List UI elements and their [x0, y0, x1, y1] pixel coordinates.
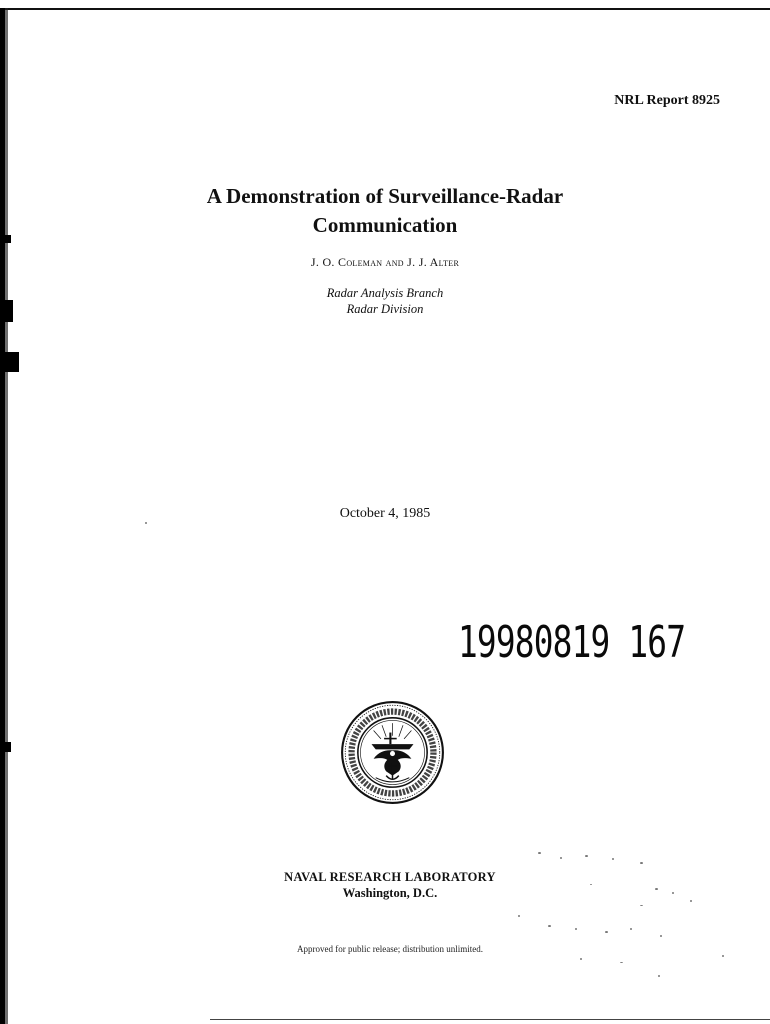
navy-department-seal-icon — [340, 700, 445, 805]
report-number: NRL Report 8925 — [614, 93, 720, 108]
scan-noise — [620, 962, 623, 963]
scan-noise — [585, 855, 588, 857]
scan-noise — [518, 915, 520, 917]
scan-noise — [548, 925, 551, 927]
scan-noise — [655, 888, 658, 890]
scan-noise — [145, 522, 147, 524]
scan-edge-blot — [5, 300, 13, 322]
document-title — [120, 182, 650, 240]
laboratory-name: NAVAL RESEARCH LABORATORY — [284, 870, 496, 884]
scan-top-border — [0, 8, 770, 10]
scan-edge-blot — [5, 352, 19, 372]
title-line-2: Communication — [312, 213, 458, 237]
scan-noise — [640, 862, 643, 864]
distribution-statement: Approved for public release; distribution unlimited. — [297, 944, 483, 954]
scan-noise — [590, 884, 592, 885]
scan-noise — [538, 852, 541, 854]
scan-bottom-rule — [210, 1019, 770, 1020]
division: Radar Division — [346, 302, 424, 316]
authors: J. O. Coleman and J. J. Alter — [310, 255, 460, 269]
branch: Radar Analysis Branch — [326, 286, 444, 300]
laboratory-location: Washington, D.C. — [342, 886, 438, 900]
scan-noise — [575, 928, 577, 930]
scan-noise — [640, 905, 643, 906]
accession-number: 19980819 167 — [458, 618, 686, 668]
report-date: October 4, 1985 — [339, 506, 431, 521]
scan-noise — [672, 892, 674, 894]
scan-noise — [580, 958, 582, 960]
scan-noise — [722, 955, 724, 957]
scan-noise — [658, 975, 660, 977]
scan-noise — [660, 935, 662, 937]
scan-noise — [690, 900, 692, 902]
title-line-1: A Demonstration of Surveillance-Radar — [206, 184, 564, 208]
scan-left-edge-shadow — [5, 8, 8, 1024]
scan-noise — [612, 858, 614, 860]
scan-noise — [560, 857, 562, 859]
scan-edge-blot — [5, 742, 11, 752]
scan-edge-blot — [5, 235, 11, 243]
scan-noise — [605, 931, 608, 933]
scan-noise — [630, 928, 632, 930]
